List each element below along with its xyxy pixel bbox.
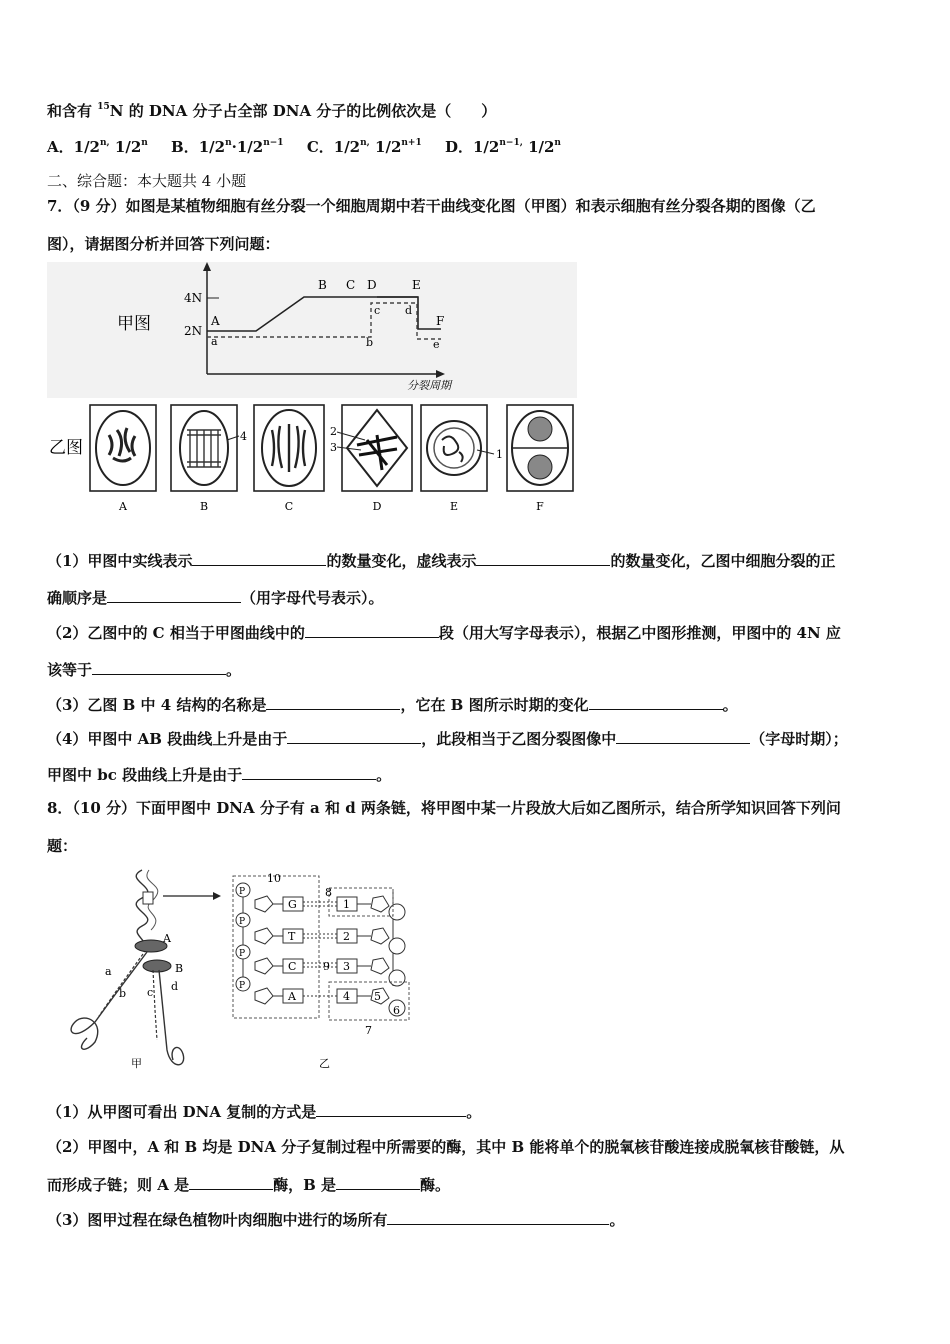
answer-blank-order[interactable] [107, 587, 241, 603]
answer-blank-segment[interactable] [305, 622, 439, 638]
q7-part3: （3）乙图 B 中 4 结构的名称是 ，它在 B 图所示时期的变化 。 [47, 696, 738, 714]
dna-helix-top [136, 870, 148, 952]
answer-blank-enzyme-a[interactable] [189, 1174, 273, 1190]
point-D: D [367, 278, 377, 292]
q7-part4-line2: 甲图中 bc 段曲线上升是由于 。 [47, 766, 392, 784]
option-d[interactable]: D．$1/2^{n-1,}$ 1/2$^n$ [444, 138, 561, 156]
label-5: 5 [374, 990, 381, 1003]
chain-a-label: a [105, 965, 112, 978]
q6-options [47, 137, 579, 157]
svg-text:P: P [239, 981, 246, 991]
chain-b-label: b [119, 987, 127, 1000]
q7-part2-line2: 该等于 。 [47, 661, 242, 679]
point-e: e [433, 338, 440, 351]
label-8: 8 [325, 886, 332, 899]
cell-panel-e [421, 405, 487, 491]
y-tick-2n: 2N [184, 324, 203, 338]
answer-blank-location[interactable] [387, 1209, 609, 1225]
q8-part3: （3）图甲过程在绿色植物叶肉细胞中进行的场所有 。 [47, 1211, 625, 1229]
q7-part1-line1: （1）甲图中实线表示 的数量变化，虚线表示 的数量变化，乙图中细胞分裂的正 [47, 552, 836, 570]
answer-blank-replication-mode[interactable] [316, 1101, 466, 1117]
point-a: a [211, 335, 218, 348]
fragment-box [143, 892, 153, 904]
answer-blank-solid-line[interactable] [192, 550, 326, 566]
panel-label-c: C [284, 500, 294, 513]
q6-stem: 和含有 $^{15}$N 的 DNA 分子占全部 DNA 分子的比例依次是（ ） [47, 102, 497, 120]
figure-yi-title: 乙图 [49, 438, 83, 458]
q7-figure-yi [47, 400, 577, 515]
panel-label-a: A [119, 500, 127, 513]
panel-label-d: D [372, 500, 382, 513]
cell-panel-d [342, 405, 412, 491]
q7-head-1: 7．（9 分）如图是某植物细胞有丝分裂一个细胞周期中若干曲线变化图（甲图）和表示细胞有丝分裂各期的图像（乙 [47, 197, 816, 215]
q8-figure [47, 862, 427, 1074]
point-C: C [346, 278, 356, 292]
svg-text:1: 1 [343, 898, 350, 911]
svg-text:P: P [239, 949, 246, 959]
label-3: 3 [330, 441, 337, 454]
panel-label-b: B [199, 500, 209, 513]
svg-text:C: C [288, 960, 297, 973]
nucleotide-row-2 [236, 913, 405, 954]
answer-blank-change[interactable] [589, 694, 723, 710]
enzyme-b-label: B [175, 962, 184, 975]
y-tick-4n: 4N [184, 291, 203, 305]
nucleus-f-bottom [528, 455, 552, 479]
q8-head-2: 题： [47, 837, 78, 855]
panel-label-e: E [449, 500, 459, 513]
figure-jia-title: 甲图 [117, 314, 151, 334]
answer-blank-dashed-line[interactable] [476, 550, 610, 566]
answer-blank-ab-reason[interactable] [287, 728, 421, 744]
point-d: d [405, 304, 413, 317]
label-4: 4 [240, 430, 247, 443]
fig-yi-label: 乙 [319, 1057, 330, 1070]
nucleotide-row-1 [236, 883, 405, 920]
chain-c-label: c [147, 986, 154, 999]
q7-part4-line1: （4）甲图中 AB 段曲线上升是由于 ，此段相当于乙图分裂图像中 （字母时期）； [47, 730, 848, 748]
svg-text:P: P [239, 917, 246, 927]
label-7: 7 [365, 1024, 372, 1037]
chain-d-label: d [171, 980, 179, 993]
label-10: 10 [267, 872, 281, 885]
point-F: F [436, 314, 445, 328]
fig-jia-label: 甲 [131, 1057, 142, 1070]
panel-label-f: F [536, 500, 544, 513]
option-c[interactable]: C．$1/2^{n,}$ $1/2^{n+1}$ [306, 138, 422, 156]
label-6: 6 [393, 1004, 400, 1017]
svg-text:T: T [288, 930, 296, 943]
label-9: 9 [323, 960, 330, 973]
enzyme-b-shape [143, 960, 171, 972]
q7-part1-line2: 确顺序是 （用字母代号表示）。 [47, 589, 384, 607]
option-b[interactable]: B．$1/2^n\cdot 1/2^{n-1}$ [171, 138, 284, 156]
q8-head-1: 8．（10 分）下面甲图中 DNA 分子有 a 和 d 两条链，将甲图中某一片段放大后如乙图所示，结合所学知识回答下列问 [47, 799, 841, 817]
point-B: B [318, 278, 327, 292]
nucleus-f-top [528, 417, 552, 441]
answer-blank-structure-4[interactable] [266, 694, 400, 710]
enzyme-a-label: A [163, 932, 171, 945]
answer-blank-bc-reason[interactable] [242, 764, 376, 780]
svg-text:3: 3 [343, 960, 350, 973]
svg-text:G: G [288, 898, 297, 911]
cell-panel-a [90, 405, 156, 491]
point-E: E [412, 278, 421, 292]
point-c: c [374, 304, 381, 317]
point-A: A [211, 314, 220, 328]
svg-text:P: P [239, 887, 246, 897]
svg-text:4: 4 [343, 990, 350, 1003]
q8-part2-line2: 而形成子链；则 A 是 酶，B 是 酶。 [47, 1176, 451, 1194]
option-a[interactable]: A．$1/2^{n,}$ 1/2$^n$ [47, 138, 148, 156]
section-heading: 二、综合题：本大题共 4 小题 [47, 172, 247, 190]
q7-part2-line1: （2）乙图中的 C 相当于甲图曲线中的 段（用大写字母表示），根据乙中图形推测，甲图中的 4N 应 [47, 624, 841, 642]
q7-figure-jia [47, 262, 577, 398]
nucleotide-row-3 [236, 945, 405, 986]
x-axis-label: 分裂周期 [407, 379, 451, 392]
svg-text:A: A [288, 990, 296, 1003]
answer-blank-ab-phase[interactable] [616, 728, 750, 744]
zoom-arrow-head [213, 892, 221, 900]
q7-head-2: 图），请据图分析并回答下列问题： [47, 235, 280, 253]
q8-part1: （1）从甲图可看出 DNA 复制的方式是 。 [47, 1103, 482, 1121]
answer-blank-4n[interactable] [92, 659, 226, 675]
point-b: b [366, 336, 374, 349]
label-1: 1 [496, 448, 503, 461]
answer-blank-enzyme-b[interactable] [336, 1174, 420, 1190]
label-2: 2 [330, 425, 337, 438]
strand-right-new [153, 970, 157, 1040]
q8-part2-line1: （2）甲图中，A 和 B 均是 DNA 分子复制过程中所需要的酶，其中 B 能将单个的脱氧核苷酸连接成脱氧核苷酸链，从 [47, 1138, 845, 1156]
svg-text:2: 2 [343, 930, 350, 943]
